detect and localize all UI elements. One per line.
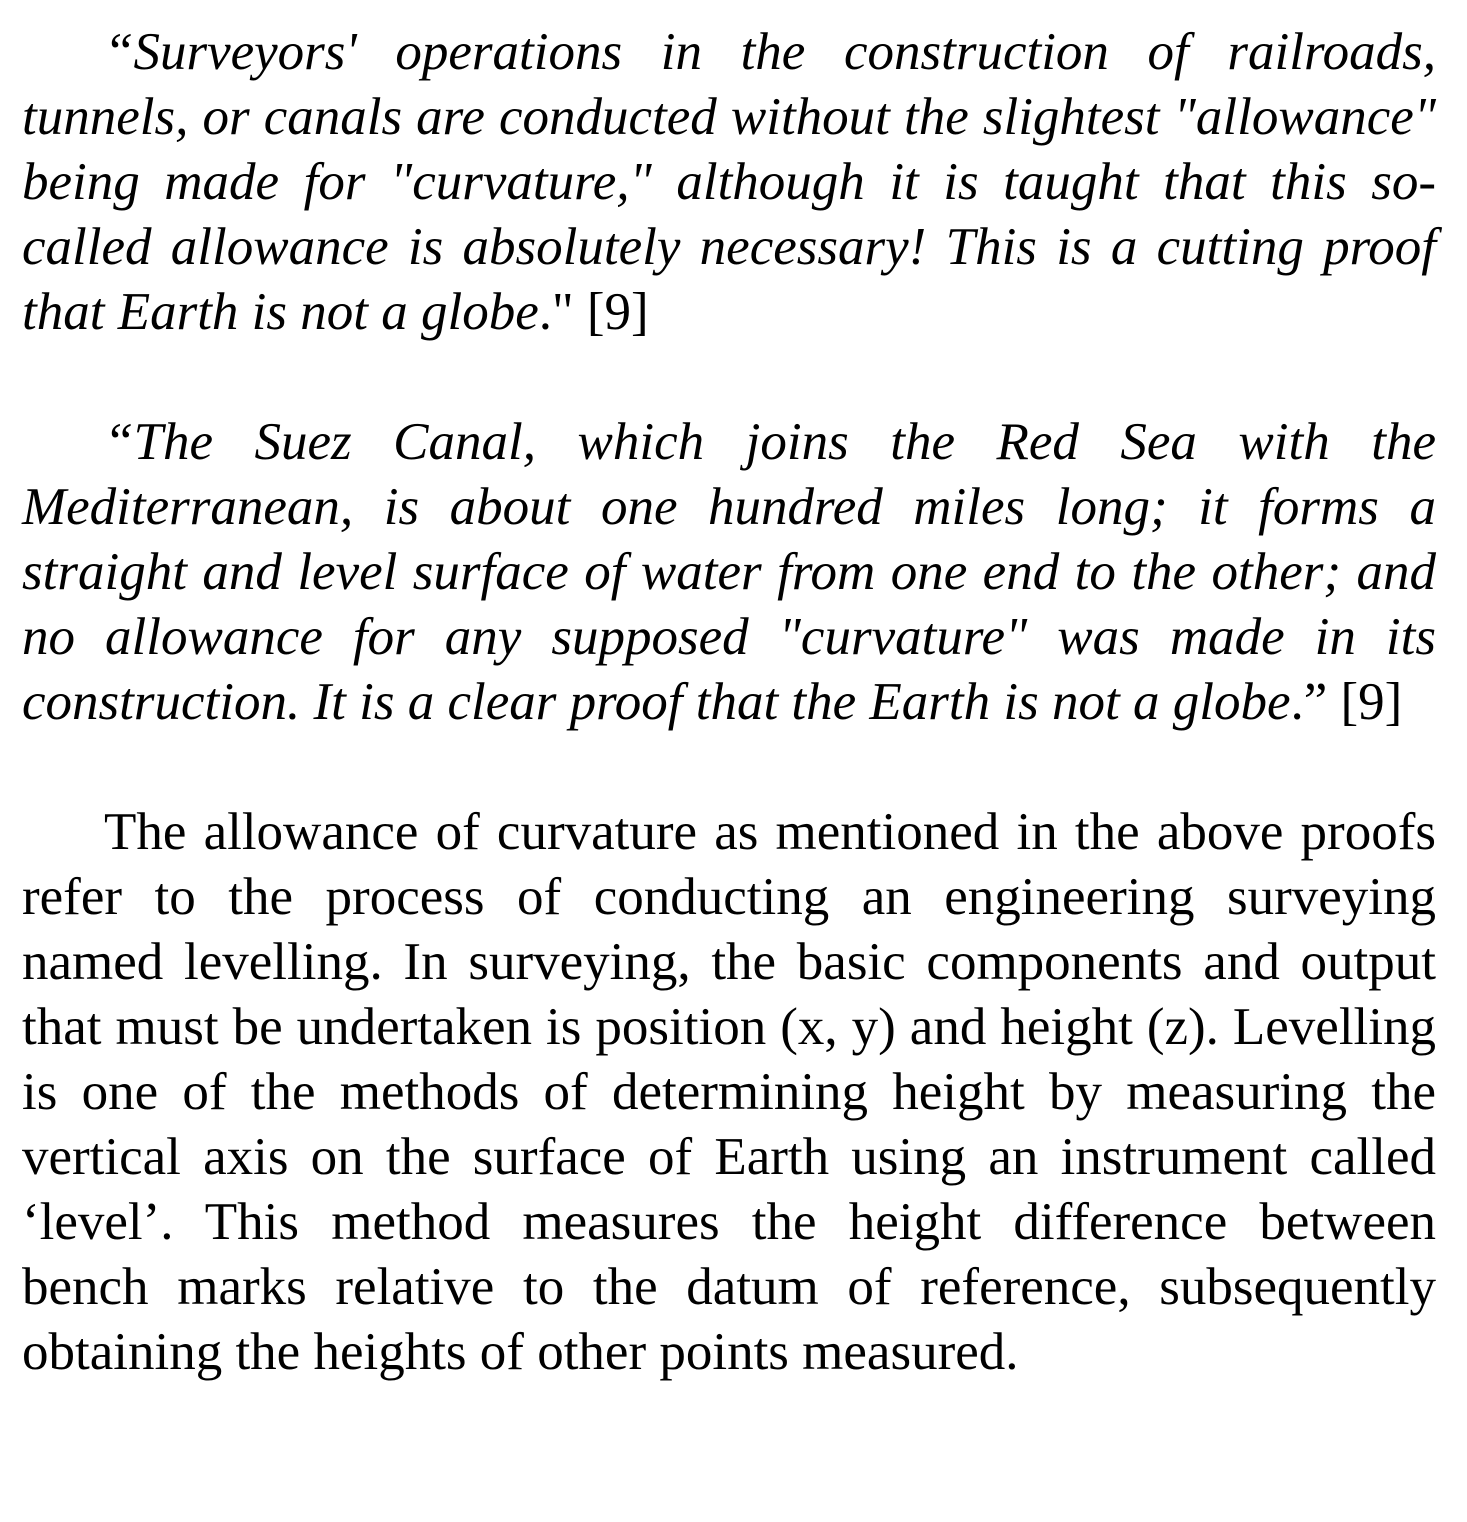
citation-reference: [9] xyxy=(1340,673,1403,731)
quote-close-mark: ." xyxy=(538,283,574,341)
quote-open-mark: “ xyxy=(104,23,134,81)
document-page xyxy=(22,20,1436,1385)
quote-text: The Suez Canal, which joins the Red Sea with the Mediterranean, is about one hundred miles long; it forms a straight and level surface of water from one end to the other; and no allowance for any supposed "curvature" was made in its construction. It is a clear proof that the Earth is not a globe xyxy=(22,413,1436,731)
quote-paragraph-suez-canal xyxy=(22,410,1436,735)
body-paragraph-levelling: The allowance of curvature as mentioned in the above proofs refer to the process of conducting an engineering surveying named levelling. In surveying, the basic components and output that must be undertaken is position (x, y) and height (z). Levelling is one of the methods of determining height by measuring the vertical axis on the surface of Earth using an instrument called ‘level’. This method measures the height difference between bench marks relative to the datum of reference, subsequently obtaining the heights of other points measured. xyxy=(22,803,1436,1381)
quote-text: Surveyors' operations in the construction of railroads, tunnels, or canals are conducted without the slightest "allowance" being made for "curvature," although it is taught that this so-called allowance is absolutely necessary! This is a cutting proof that Earth is not a globe xyxy=(22,23,1436,341)
quote-open-mark: “ xyxy=(104,413,134,471)
paragraph-spacer xyxy=(22,345,1436,410)
citation-reference: [9] xyxy=(586,283,649,341)
paragraph-spacer xyxy=(22,735,1436,800)
quote-paragraph-surveyors xyxy=(22,20,1436,345)
quote-close-mark: .” xyxy=(1290,673,1328,731)
